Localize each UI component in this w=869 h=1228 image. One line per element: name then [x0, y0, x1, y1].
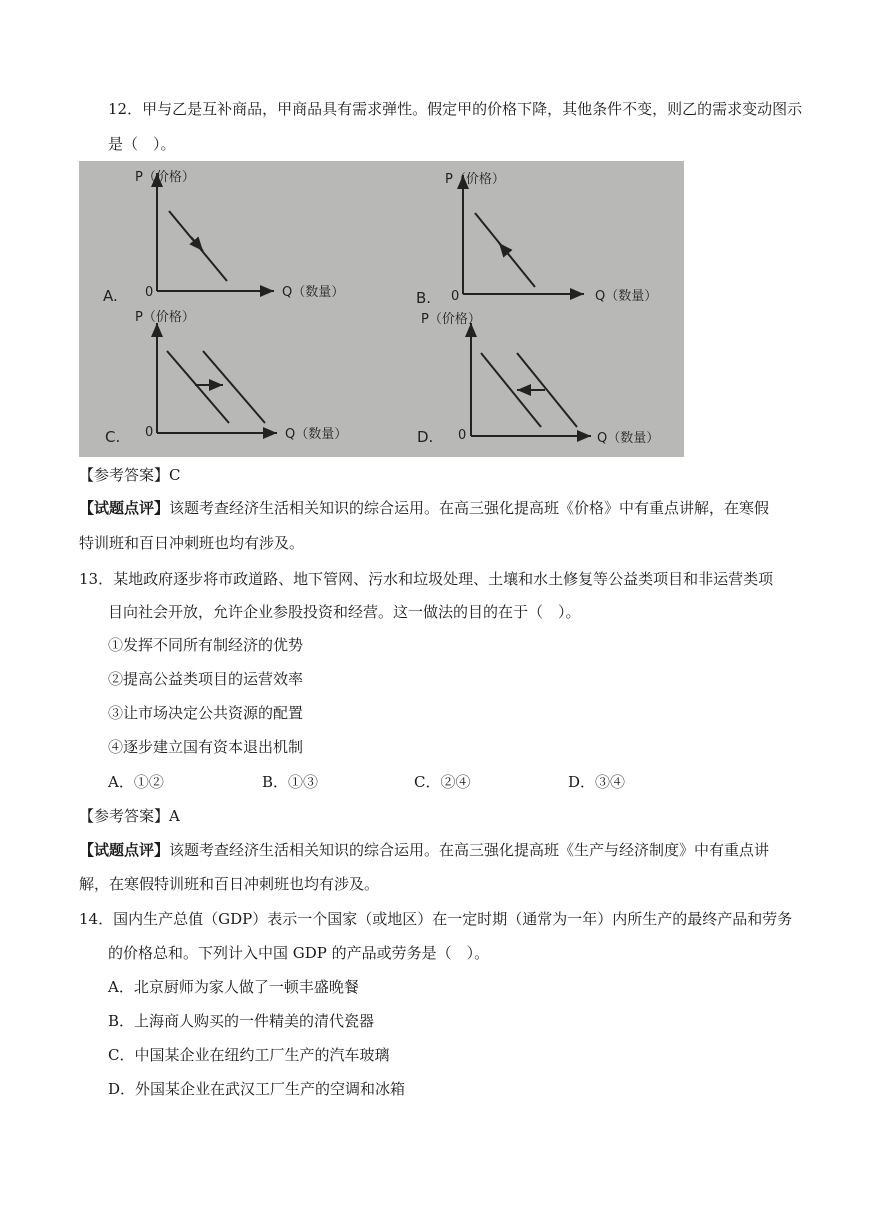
panel-c	[105, 309, 347, 446]
q14-option-a: A．北京厨师为家人做了一顿丰盛晚餐	[108, 978, 359, 996]
panel-c-origin: 0	[145, 425, 154, 440]
q13-item-1: ①发挥不同所有制经济的优势	[108, 636, 304, 654]
q13-comment-label: 【试题点评】	[79, 841, 170, 859]
panel-c-ylabel: P（价格）	[135, 310, 195, 325]
q14-stem-line1: 14．国内生产总值（GDP）表示一个国家（或地区）在一定时期（通常为一年）内所生产的最终产品和劳务	[79, 910, 793, 928]
q12-comment-line2: 特训班和百日冲刺班也均有涉及。	[79, 534, 305, 552]
panel-a-ylabel: P（价格）	[135, 170, 195, 185]
q13-item-2: ②提高公益类项目的运营效率	[108, 670, 304, 688]
panel-a-option: A.	[103, 287, 118, 305]
panel-b-movement-arrow	[499, 243, 509, 255]
q12-comment-text: 该题考查经济生活相关知识的综合运用。在高三强化提高班《价格》中有重点讲解，在寒假	[169, 499, 770, 517]
panel-a-origin: 0	[145, 285, 154, 300]
q13-stem-line2: 目向社会开放，允许企业参股投资和经营。这一做法的目的在于（ ）。	[108, 603, 581, 621]
q12-comment-label: 【试题点评】	[79, 499, 170, 517]
q13-option-b: B．①③	[262, 773, 319, 791]
panel-c-option: C.	[105, 428, 121, 446]
panel-d-option: D.	[417, 428, 434, 446]
panel-b	[416, 171, 657, 307]
q13-option-d: D．③④	[568, 773, 626, 791]
panel-d-origin: 0	[458, 428, 467, 443]
panel-b-option: B.	[416, 289, 432, 307]
q14-option-b: B．上海商人购买的一件精美的清代瓷器	[108, 1012, 375, 1030]
panel-d	[417, 311, 659, 446]
q13-option-c: C．②④	[414, 773, 471, 791]
panel-b-xlabel: Q（数量）	[595, 289, 658, 304]
q13-comment-text: 该题考查经济生活相关知识的综合运用。在高三强化提高班《生产与经济制度》中有重点讲	[169, 841, 770, 859]
q12-stem-line1: 12．甲与乙是互补商品，甲商品具有需求弹性。假定甲的价格下降，其他条件不变，则乙的需求变动图示	[108, 100, 803, 118]
q12-comment-line1	[79, 498, 769, 518]
q13-item-4: ④逐步建立国有资本退出机制	[108, 738, 304, 756]
panel-a-xlabel: Q（数量）	[282, 285, 345, 300]
panel-c-shifted-curve	[203, 351, 265, 423]
q12-figure	[79, 161, 684, 457]
panel-a	[103, 169, 344, 305]
q14-option-c: C．中国某企业在纽约工厂生产的汽车玻璃	[108, 1046, 390, 1064]
q13-item-3: ③让市场决定公共资源的配置	[108, 704, 304, 722]
q14-stem-line2: 的价格总和。下列计入中国 GDP 的产品或劳务是（ ）。	[108, 944, 490, 962]
panel-b-origin: 0	[451, 289, 460, 304]
q13-stem-line1: 13．某地政府逐步将市政道路、地下管网、污水和垃圾处理、土壤和水土修复等公益类项目和非运营类项	[79, 570, 774, 588]
q12-figure-svg	[79, 161, 684, 457]
panel-b-ylabel: P（价格）	[445, 172, 505, 187]
q14-option-d: D．外国某企业在武汉工厂生产的空调和冰箱	[108, 1080, 406, 1098]
panel-d-ylabel: P（价格）	[421, 312, 481, 327]
panel-c-xlabel: Q（数量）	[285, 427, 348, 442]
q12-stem-line2: 是（ ）。	[108, 135, 176, 153]
q13-option-a: A．①②	[108, 773, 164, 791]
q12-answer: 【参考答案】C	[79, 466, 181, 484]
q13-answer: 【参考答案】A	[79, 807, 180, 825]
panel-d-xlabel: Q（数量）	[597, 431, 660, 446]
panel-a-movement-arrow	[191, 237, 203, 251]
q13-comment-line1	[79, 840, 769, 860]
panel-c-original-curve	[167, 351, 229, 423]
q13-comment-line2: 解，在寒假特训班和百日冲刺班也均有涉及。	[79, 875, 380, 893]
